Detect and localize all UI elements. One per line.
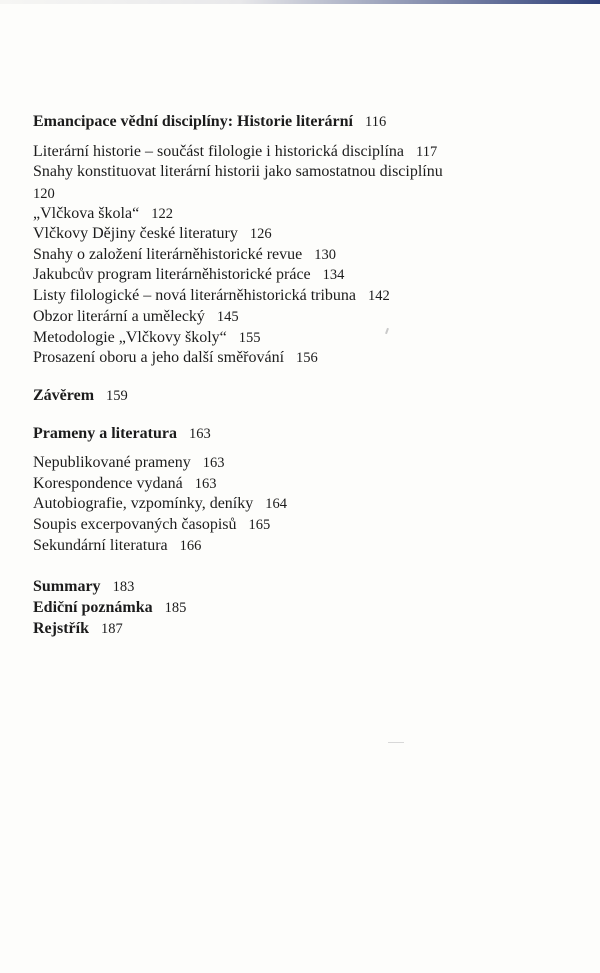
toc-entry-metodologie[interactable] xyxy=(33,328,261,348)
toc-entry-autobiografie[interactable] xyxy=(33,494,287,514)
toc-entry-title: Autobiografie, vzpomínky, deníky xyxy=(33,495,254,512)
toc-heading-title: Summary xyxy=(33,578,101,595)
toc-entry-title: Vlčkovy Dějiny české literatury xyxy=(33,225,238,242)
scan-speck xyxy=(388,742,404,743)
toc-entry-title: Metodologie „Vlčkovy školy“ xyxy=(33,329,227,346)
toc-heading-title: Prameny a literatura xyxy=(33,425,177,442)
toc-page-number: 165 xyxy=(248,517,271,533)
toc-entry-nepublikovane[interactable] xyxy=(33,453,224,473)
toc-page-number: 145 xyxy=(216,309,239,325)
toc-page-number: 142 xyxy=(368,288,390,304)
toc-page-number: 163 xyxy=(202,455,225,471)
toc-page-number: 185 xyxy=(164,600,187,616)
toc-entry-title: Listy filologické – nová literárněhistorická tribuna xyxy=(33,287,357,304)
toc-page-number: 122 xyxy=(151,206,173,222)
toc-entry-vlckovy-dejiny[interactable] xyxy=(33,224,272,244)
toc-page-number: 134 xyxy=(322,267,345,283)
toc-heading-prameny[interactable] xyxy=(33,424,211,444)
toc-entry-title: Prosazení oboru a jeho další směřování xyxy=(33,349,285,366)
toc-heading-title: Emancipace vědní disciplíny: Historie literární xyxy=(33,113,353,130)
toc-entry-snahy-konstituovat[interactable] xyxy=(33,162,443,182)
toc-entry-title: Literární historie – součást filologie i historická disciplína xyxy=(33,143,405,160)
toc-entry-snahy-konstituovat-page-line[interactable] xyxy=(33,184,55,204)
toc-page-number: 117 xyxy=(416,144,438,160)
toc-page-number: 183 xyxy=(112,579,135,595)
toc-heading-summary[interactable] xyxy=(33,577,134,597)
toc-page-number: 163 xyxy=(194,476,217,492)
toc-entry-literarni-historie[interactable] xyxy=(33,142,437,162)
toc-entry-obzor[interactable] xyxy=(33,307,239,327)
toc-entry-vlckova-skola[interactable] xyxy=(33,204,173,224)
toc-entry-title: Obzor literární a umělecký xyxy=(33,308,205,325)
toc-heading-title: Závěrem xyxy=(33,387,95,404)
toc-page-number: 166 xyxy=(179,538,202,554)
toc-entry-revue[interactable] xyxy=(33,245,336,265)
toc-page-number: 116 xyxy=(364,114,387,130)
scan-speck xyxy=(385,328,389,334)
toc-page-number: 120 xyxy=(33,186,55,202)
toc-page-number: 163 xyxy=(188,426,211,442)
toc-heading-emancipace[interactable] xyxy=(33,112,386,132)
toc-page-number: 126 xyxy=(249,226,272,242)
toc-heading-zaverem[interactable] xyxy=(33,386,128,406)
scan-edge-strip xyxy=(0,0,600,4)
toc-entry-korespondence[interactable] xyxy=(33,474,216,494)
toc-heading-edicni[interactable] xyxy=(33,598,186,618)
toc-entry-sekundarni[interactable] xyxy=(33,536,201,556)
toc-page-number: 164 xyxy=(265,496,287,512)
toc-page-number: 159 xyxy=(106,388,128,404)
toc-entry-soupis[interactable] xyxy=(33,515,270,535)
toc-heading-title: Rejstřík xyxy=(33,620,89,637)
toc-entry-title: Sekundární literatura xyxy=(33,537,168,554)
toc-page-number: 130 xyxy=(314,247,336,263)
toc-entry-title: Nepublikované prameny xyxy=(33,454,191,471)
toc-entry-prosazeni[interactable] xyxy=(33,348,318,368)
toc-entry-title: Korespondence vydaná xyxy=(33,475,183,492)
toc-entry-title: „Vlčkova škola“ xyxy=(33,205,140,222)
toc-page-number: 155 xyxy=(238,330,261,346)
toc-entry-title: Snahy konstituovat literární historii jako samostatnou disciplínu xyxy=(33,163,443,180)
toc-entry-title: Snahy o založení literárněhistorické revue xyxy=(33,246,303,263)
toc-entry-listy-filologicke[interactable] xyxy=(33,286,390,306)
toc-heading-title: Ediční poznámka xyxy=(33,599,153,616)
toc-entry-title: Jakubcův program literárněhistorické práce xyxy=(33,266,311,283)
toc-page-number: 156 xyxy=(296,350,318,366)
toc-page-number: 187 xyxy=(100,621,123,637)
toc-entry-title: Soupis excerpovaných časopisů xyxy=(33,516,237,533)
toc-entry-jakubcuv-program[interactable] xyxy=(33,265,344,285)
toc-heading-rejstrik[interactable] xyxy=(33,619,123,639)
